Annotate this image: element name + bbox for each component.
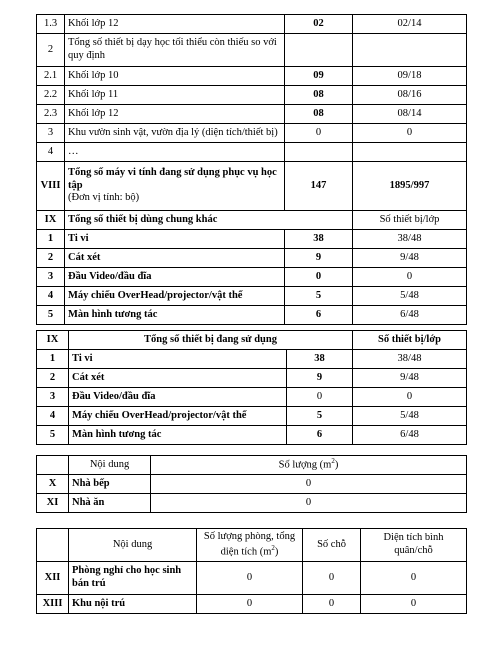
row-quantity: 9	[285, 249, 353, 268]
table-row	[37, 388, 467, 407]
row-quantity: 9	[287, 369, 353, 388]
row-number: 2.1	[37, 67, 65, 86]
row-ratio: 0	[353, 268, 467, 287]
row-number: XI	[37, 494, 69, 513]
section-number: IX	[37, 331, 69, 350]
equipment-table-continued	[36, 14, 467, 325]
boarding-table	[36, 528, 467, 614]
row-seats: 0	[303, 562, 361, 595]
section-unit: (Đơn vị tính: bộ)	[68, 192, 140, 204]
row-content: Nhà ăn	[69, 494, 151, 513]
row-number: 3	[37, 268, 65, 287]
row-ratio: 6/48	[353, 426, 467, 445]
row-number: 2.3	[37, 105, 65, 124]
table-row	[37, 595, 467, 614]
row-number: 1	[37, 350, 69, 369]
row-area: 0	[361, 595, 467, 614]
table-row	[37, 562, 467, 595]
table-row	[37, 426, 467, 445]
row-content: Khối lớp 11	[65, 86, 285, 105]
table-row	[37, 105, 467, 124]
row-quantity: 02	[285, 15, 353, 34]
row-quantity: 08	[285, 86, 353, 105]
row-ratio: 08/16	[353, 86, 467, 105]
row-number: 4	[37, 287, 65, 306]
row-seats: 0	[303, 595, 361, 614]
row-number: 2.2	[37, 86, 65, 105]
table-row	[37, 230, 467, 249]
section-ratio: 1895/997	[353, 162, 467, 211]
table-row	[37, 407, 467, 426]
row-quantity: 5	[285, 287, 353, 306]
row-content: Khối lớp 10	[65, 67, 285, 86]
kitchen-dining-table	[36, 455, 467, 513]
row-content: Đầu Video/đầu đĩa	[65, 268, 285, 287]
section-quantity: 147	[285, 162, 353, 211]
row-ratio: 08/14	[353, 105, 467, 124]
table-row	[37, 143, 467, 162]
row-content: Cát xét	[65, 249, 285, 268]
row-content: Nhà bếp	[69, 475, 151, 494]
ratio-header: Số thiết bị/lớp	[353, 211, 467, 230]
section-number: VIII	[37, 162, 65, 211]
row-content: Tổng số thiết bị dạy học tối thiểu còn thiếu so với quy định	[65, 34, 285, 67]
row-number: 2	[37, 369, 69, 388]
section-title: Tổng số thiết bị dùng chung khác	[65, 211, 353, 230]
row-content: Phòng nghỉ cho học sinh bán trú	[69, 562, 197, 595]
table-row	[37, 249, 467, 268]
row-quantity: 0	[151, 475, 467, 494]
row-content: Máy chiếu OverHead/projector/vật thể	[65, 287, 285, 306]
row-content: Cát xét	[69, 369, 287, 388]
row-ratio	[353, 143, 467, 162]
row-ratio: 9/48	[353, 249, 467, 268]
table-header-row	[37, 456, 467, 475]
row-quantity: 6	[285, 306, 353, 325]
section-ix-header	[37, 211, 467, 230]
row-area: 0	[361, 562, 467, 595]
row-quantity: 38	[287, 350, 353, 369]
table-row	[37, 475, 467, 494]
row-ratio: 38/48	[353, 230, 467, 249]
section-viii-row	[37, 162, 467, 211]
table-row	[37, 369, 467, 388]
row-content: Ti vi	[69, 350, 287, 369]
row-quantity	[285, 143, 353, 162]
row-number: 5	[37, 426, 69, 445]
row-quantity: 6	[287, 426, 353, 445]
row-ratio: 9/48	[353, 369, 467, 388]
row-number: 3	[37, 388, 69, 407]
row-quantity: 5	[287, 407, 353, 426]
row-rooms: 0	[197, 595, 303, 614]
row-quantity: 0	[285, 124, 353, 143]
section-title: Tổng số máy vi tính đang sử dụng phục vụ học tập	[68, 167, 277, 191]
row-ratio: 0	[353, 388, 467, 407]
row-quantity: 08	[285, 105, 353, 124]
seats-header: Số chỗ	[303, 529, 361, 562]
row-ratio: 5/48	[353, 287, 467, 306]
row-quantity: 0	[287, 388, 353, 407]
equipment-in-use-table	[36, 330, 467, 445]
row-number: 2	[37, 34, 65, 67]
row-ratio: 6/48	[353, 306, 467, 325]
row-content: Khối lớp 12	[65, 105, 285, 124]
row-quantity: 09	[285, 67, 353, 86]
row-quantity: 0	[151, 494, 467, 513]
section-title: Tổng số thiết bị đang sử dụng	[69, 331, 353, 350]
row-content: Khu nội trú	[69, 595, 197, 614]
table-row	[37, 15, 467, 34]
row-content: Màn hình tương tác	[69, 426, 287, 445]
row-number: 4	[37, 143, 65, 162]
row-content: Máy chiếu OverHead/projector/vật thể	[69, 407, 287, 426]
row-content: Ti vi	[65, 230, 285, 249]
row-quantity: 38	[285, 230, 353, 249]
table-row	[37, 268, 467, 287]
row-ratio: 09/18	[353, 67, 467, 86]
table-row	[37, 86, 467, 105]
row-number: XII	[37, 562, 69, 595]
table-row	[37, 287, 467, 306]
section-content	[65, 162, 285, 211]
row-quantity	[285, 34, 353, 67]
rooms-header: Số lượng phòng, tổng diện tích $(m^2)$	[197, 529, 303, 562]
row-number: 1.3	[37, 15, 65, 34]
table-header-row	[37, 529, 467, 562]
row-ratio	[353, 34, 467, 67]
row-ratio: 5/48	[353, 407, 467, 426]
row-content: …	[65, 143, 285, 162]
row-ratio: 38/48	[353, 350, 467, 369]
row-content: Màn hình tương tác	[65, 306, 285, 325]
content-header: Nội dung	[69, 456, 151, 475]
row-content: Đầu Video/đầu đĩa	[69, 388, 287, 407]
row-quantity: 0	[285, 268, 353, 287]
row-number: 3	[37, 124, 65, 143]
row-ratio: 02/14	[353, 15, 467, 34]
table-row	[37, 350, 467, 369]
row-ratio: 0	[353, 124, 467, 143]
ratio-header: Số thiết bị/lớp	[353, 331, 467, 350]
row-number: X	[37, 475, 69, 494]
row-content: Khu vườn sinh vật, vườn địa lý (diện tích/thiết bị)	[65, 124, 285, 143]
row-rooms: 0	[197, 562, 303, 595]
table-row	[37, 124, 467, 143]
row-number: 4	[37, 407, 69, 426]
content-header: Nội dung	[69, 529, 197, 562]
row-number: 2	[37, 249, 65, 268]
table-row	[37, 34, 467, 67]
row-content: Khối lớp 12	[65, 15, 285, 34]
table-row	[37, 67, 467, 86]
table-row	[37, 494, 467, 513]
row-number: 1	[37, 230, 65, 249]
row-number: 5	[37, 306, 65, 325]
table-row	[37, 306, 467, 325]
quantity-header: Số lượng $(m^2)$	[151, 456, 467, 475]
section-number: IX	[37, 211, 65, 230]
area-header: Diện tích bình quân/chỗ	[361, 529, 467, 562]
table-header-row	[37, 331, 467, 350]
row-number: XIII	[37, 595, 69, 614]
